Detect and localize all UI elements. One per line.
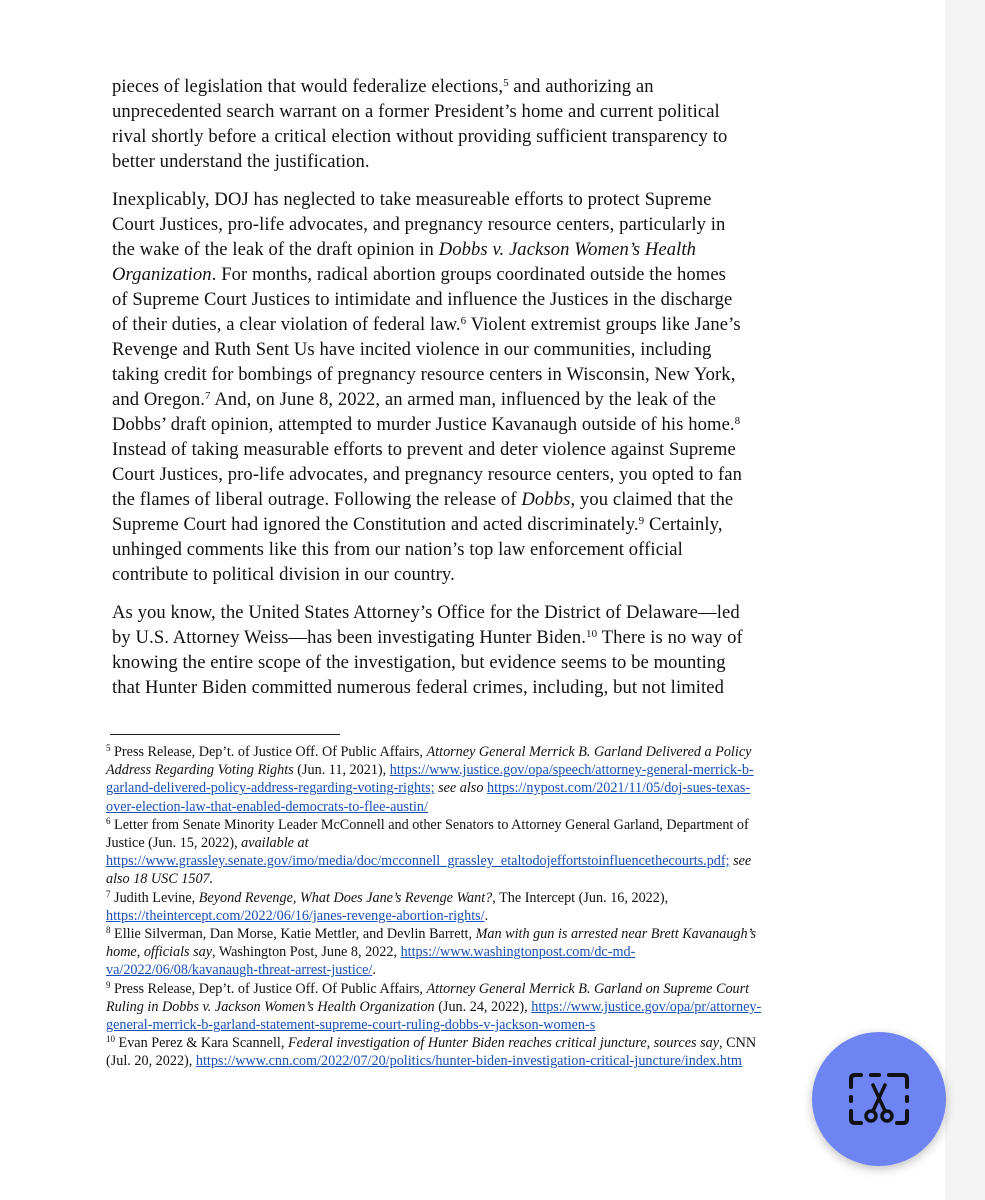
footnote-8: $^8$ Ellie Silverman, Dan Morse, Katie Mettler, and Devlin Barrett, Man with gun is arrested near Brett Kavanaugh’s home, officials say, Washington Post, June 8, 2022, https://www.washingtonpost.com/dc-md- va/2022/06/08/kavanaugh-threat-arrest-justice/.	[106, 925, 757, 979]
body-text	[112, 74, 857, 713]
footnote-ref-8[interactable]: 8	[734, 415, 741, 427]
case-name: Dobbs	[521, 489, 571, 510]
footnote-link[interactable]: garland-delivered-policy-address-regarding-voting-rights;	[106, 780, 435, 797]
text-line: pieces of legislation that would federalize elections,$^5$ and authorizing an	[112, 76, 654, 97]
text-line: Court Justices, pro-life advocates, and pregnancy resource centers, particularly in	[112, 214, 726, 235]
text-line: Instead of taking measurable efforts to prevent and deter violence against Supreme	[112, 439, 736, 460]
text-line: better understand the justification.	[112, 151, 370, 172]
text-line: knowing the entire scope of the investigation, but evidence seems to be mounting	[112, 652, 726, 673]
footnote-5: $^5$ Press Release, Dep’t. of Justice Off. Of Public Affairs, Attorney General Merrick B. Garland Delivered a Policy Address Regarding Voting Rights (Jun. 11, 2021), https://www.justice.gov/opa/speech/attorney-general-merrick-b- garland-delivered-policy-address-regarding-voting-rights; see also https://nypost.com/2021/11/05/doj-sues-texas- over-election-law-that-enabled-democrats-to-flee-austin/	[106, 743, 754, 815]
footnote-6: $^6$ Letter from Senate Minority Leader McConnell and other Senators to Attorney General Garland, Department of Justice (Jun. 15, 2022), available at https://www.grassley.senate.gov/imo/media/doc/mcconnell_grassley_etaltodojeffortstoinfluencethecourts.pdf; see also 18 USC 1507.	[106, 815, 752, 888]
footnote-link[interactable]: https://www.justice.gov/opa/speech/attorney-general-merrick-b-	[389, 762, 754, 779]
text-line: that Hunter Biden committed numerous federal crimes, including, but not limited	[112, 677, 725, 698]
text-line: unhinged comments like this from our nation’s top law enforcement official	[112, 539, 683, 560]
footnote-link[interactable]: over-election-law-that-enabled-democrats-to-flee-austin/	[106, 798, 428, 815]
text-line: Dobbs’ draft opinion, attempted to murder Justice Kavanaugh outside of his home.$^8$	[112, 414, 741, 435]
footnote-ref-5[interactable]: 5	[503, 77, 509, 89]
text-line: Revenge and Ruth Sent Us have incited violence in our communities, including	[112, 339, 712, 360]
footnote-link[interactable]: general-merrick-b-garland-statement-supreme-court-ruling-dobbs-v-jackson-women-s	[106, 1017, 596, 1034]
paragraph-2	[112, 187, 857, 587]
footnote-divider	[110, 734, 340, 735]
text-line: by U.S. Attorney Weiss—has been investigating Hunter Biden.$^{10}$ There is no way of	[112, 627, 743, 648]
screenshot-scissors-icon	[847, 1071, 911, 1127]
text-line: the wake of the leak of the draft opinion in Dobbs v. Jackson Women’s Health	[112, 239, 697, 260]
text-line: Inexplicably, DOJ has neglected to take measureable efforts to protect Supreme	[112, 189, 712, 210]
footnote-link[interactable]: https://www.washingtonpost.com/dc-md-	[400, 944, 636, 961]
text-line: Organization. For months, radical abortion groups coordinated outside the homes	[112, 264, 727, 285]
footnote-10: $^{10}$ Evan Perez & Kara Scannell, Federal investigation of Hunter Biden reaches critical juncture, sources say, CNN (Jul. 20, 2022), https://www.cnn.com/2022/07/20/politics/hunter-biden-investigation-critical-juncture/index.htm	[106, 1034, 757, 1070]
text-line: As you know, the United States Attorney’s Office for the District of Delaware—led	[112, 602, 740, 623]
text-line: Court Justices, pro-life advocates, and pregnancy resource centers, you opted to fan	[112, 464, 743, 485]
footnote-link[interactable]: https://www.cnn.com/2022/07/20/politics/hunter-biden-investigation-critical-juncture/index.htm	[195, 1053, 742, 1070]
text-line: rival shortly before a critical election without providing sufficient transparency to	[112, 126, 728, 147]
viewer-edge	[945, 0, 985, 1200]
text-line: contribute to political division in our country.	[112, 564, 455, 585]
text-line: unprecedented search warrant on a former President’s home and current political	[112, 101, 720, 122]
paragraph-1	[112, 74, 857, 174]
footnote-number: 5	[106, 743, 111, 753]
screenshot-scissors-button[interactable]	[812, 1032, 946, 1166]
footnote-7: $^7$ Judith Levine, Beyond Revenge, What Does Jane’s Revenge Want?, The Intercept (Jun. 16, 2022), https://theintercept.com/2022/06/16/janes-revenge-abortion-rights/.	[106, 888, 669, 924]
footnote-ref-9[interactable]: 9	[638, 515, 645, 527]
text-line: and Oregon.$^7$ And, on June 8, 2022, an armed man, influenced by the leak of the	[112, 389, 717, 410]
footnote-link[interactable]: https://theintercept.com/2022/06/16/janes-revenge-abortion-rights/	[106, 907, 485, 924]
text-line: Supreme Court had ignored the Constitution and acted discriminately.$^9$ Certainly,	[112, 514, 723, 535]
text-line: of Supreme Court Justices to intimidate and influence the Justices in the discharge	[112, 289, 733, 310]
footnote-ref-10[interactable]: 10	[586, 628, 598, 640]
footnote-link[interactable]: https://nypost.com/2021/11/05/doj-sues-texas-	[486, 780, 751, 797]
footnote-number: 8	[106, 925, 111, 936]
footnotes	[106, 743, 866, 1071]
footnote-link[interactable]: va/2022/06/08/kavanaugh-threat-arrest-justice/	[106, 962, 373, 979]
case-name: Dobbs v. Jackson Women’s Health	[438, 239, 697, 260]
case-name: Organization	[112, 264, 212, 285]
text-line: taking credit for bombings of pregnancy resource centers in Wisconsin, New York,	[112, 364, 736, 385]
footnote-ref-7[interactable]: 7	[205, 390, 211, 402]
footnote-number: 6	[106, 815, 111, 826]
text-line: the flames of liberal outrage. Following the release of Dobbs, you claimed that the	[112, 489, 734, 510]
footnote-9: $^9$ Press Release, Dep’t. of Justice Off. Of Public Affairs, Attorney General Merrick B. Garland on Supreme Court Ruling in Dobbs v. Jackson Women’s Health Organization (Jun. 24, 2022), https://www.justice.gov/opa/pr/attorney- general-merrick-b-garland-statement-supreme-court-ruling-dobbs-v-jackson-women-s	[106, 979, 762, 1034]
text-line: of their duties, a clear violation of federal law.$^6$ Violent extremist groups like Jane’s	[112, 314, 741, 335]
footnote-link[interactable]: https://www.grassley.senate.gov/imo/media/doc/mcconnell_grassley_etaltodojeffortstoinfluencethecourts.pdf;	[106, 853, 730, 870]
footnote-ref-6[interactable]: 6	[460, 315, 467, 327]
paragraph-3	[112, 600, 857, 700]
footnote-number: 9	[106, 979, 111, 990]
footnote-link[interactable]: https://www.justice.gov/opa/pr/attorney-	[531, 998, 762, 1015]
footnote-number: 10	[106, 1034, 115, 1045]
footnote-number: 7	[106, 888, 111, 899]
